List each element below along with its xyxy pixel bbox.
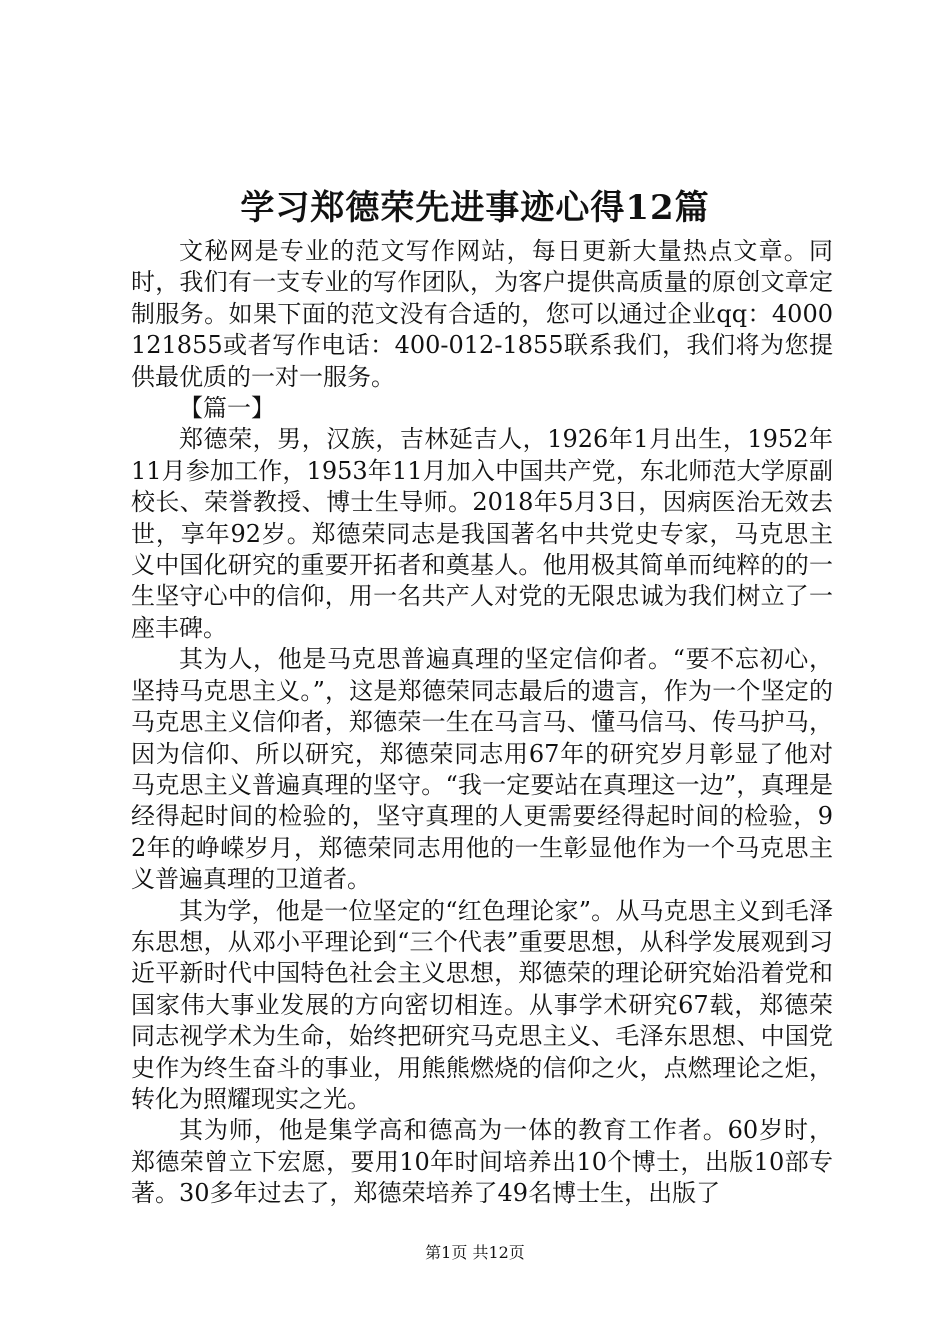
section-heading: 【篇一】 [179, 394, 275, 423]
biography-paragraph: 郑德荣，男，汉族，吉林延吉人，1926年1月出生，1952年11月参加工作，1953年11月加入中国共产党，东北师范大学原副校长、荣誉教授、博士生导师。2018年5月3日，因病医治无效去世，享年92岁。郑德荣同志是我国著名中共党史专家，马克思主义中国化研究的重要开拓者和奠基人。他用极其简单而纯粹的的一生坚守心中的信仰，用一名共产人对党的无限忠诚为我们树立了一座丰碑。 [131, 425, 833, 642]
as-teacher-paragraph: 其为师，他是集学高和德高为一体的教育工作者。60岁时，郑德荣曾立下宏愿，要用10年时间培养出10个博士，出版10部专著。30多年过去了，郑德荣培养了49名博士生，出版了 [131, 1116, 833, 1208]
as-person-paragraph: 其为人，他是马克思普遍真理的坚定信仰者。“要不忘初心，坚持马克思主义。”，这是郑德荣同志最后的遗言，作为一个坚定的马克思主义信仰者，郑德荣一生在马言马、懂马信马、传马护马，因为信仰、所以研究，郑德荣同志用67年的研究岁月彰显了他对马克思主义普遍真理的坚守。“我一定要站在真理这一边”，真理是经得起时间的检验的，坚守真理的人更需要经得起时间的检验，92年的峥嵘岁月，郑德荣同志用他的一生彰显他作为一个马克思主义普遍真理的卫道者。 [131, 645, 833, 894]
intro-paragraph: 文秘网是专业的范文写作网站，每日更新大量热点文章。同时，我们有一支专业的写作团队，为客户提供高质量的原创文章定制服务。如果下面的范文没有合适的，您可以通过企业qq：4000121855或者写作电话：400-012-1855联系我们，我们将为您提供最优质的一对一服务。 [131, 237, 833, 391]
document-title: 学习郑德荣先进事迹心得12篇 [240, 188, 710, 228]
document-body [131, 236, 833, 1210]
as-scholar-paragraph: 其为学，他是一位坚定的“红色理论家”。从马克思主义到毛泽东思想，从邓小平理论到“三个代表”重要思想，从科学发展观到习近平新时代中国特色社会主义思想，郑德荣的理论研究始沿着党和国家伟大事业发展的方向密切相连。从事学术研究67载，郑德荣同志视学术为生命，始终把研究马克思主义、毛泽东思想、中国党史作为终生奋斗的事业，用熊熊燃烧的信仰之火，点燃理论之炬，转化为照耀现实之光。 [131, 896, 833, 1113]
page-number-footer: 第1页 共12页 [425, 1243, 525, 1262]
